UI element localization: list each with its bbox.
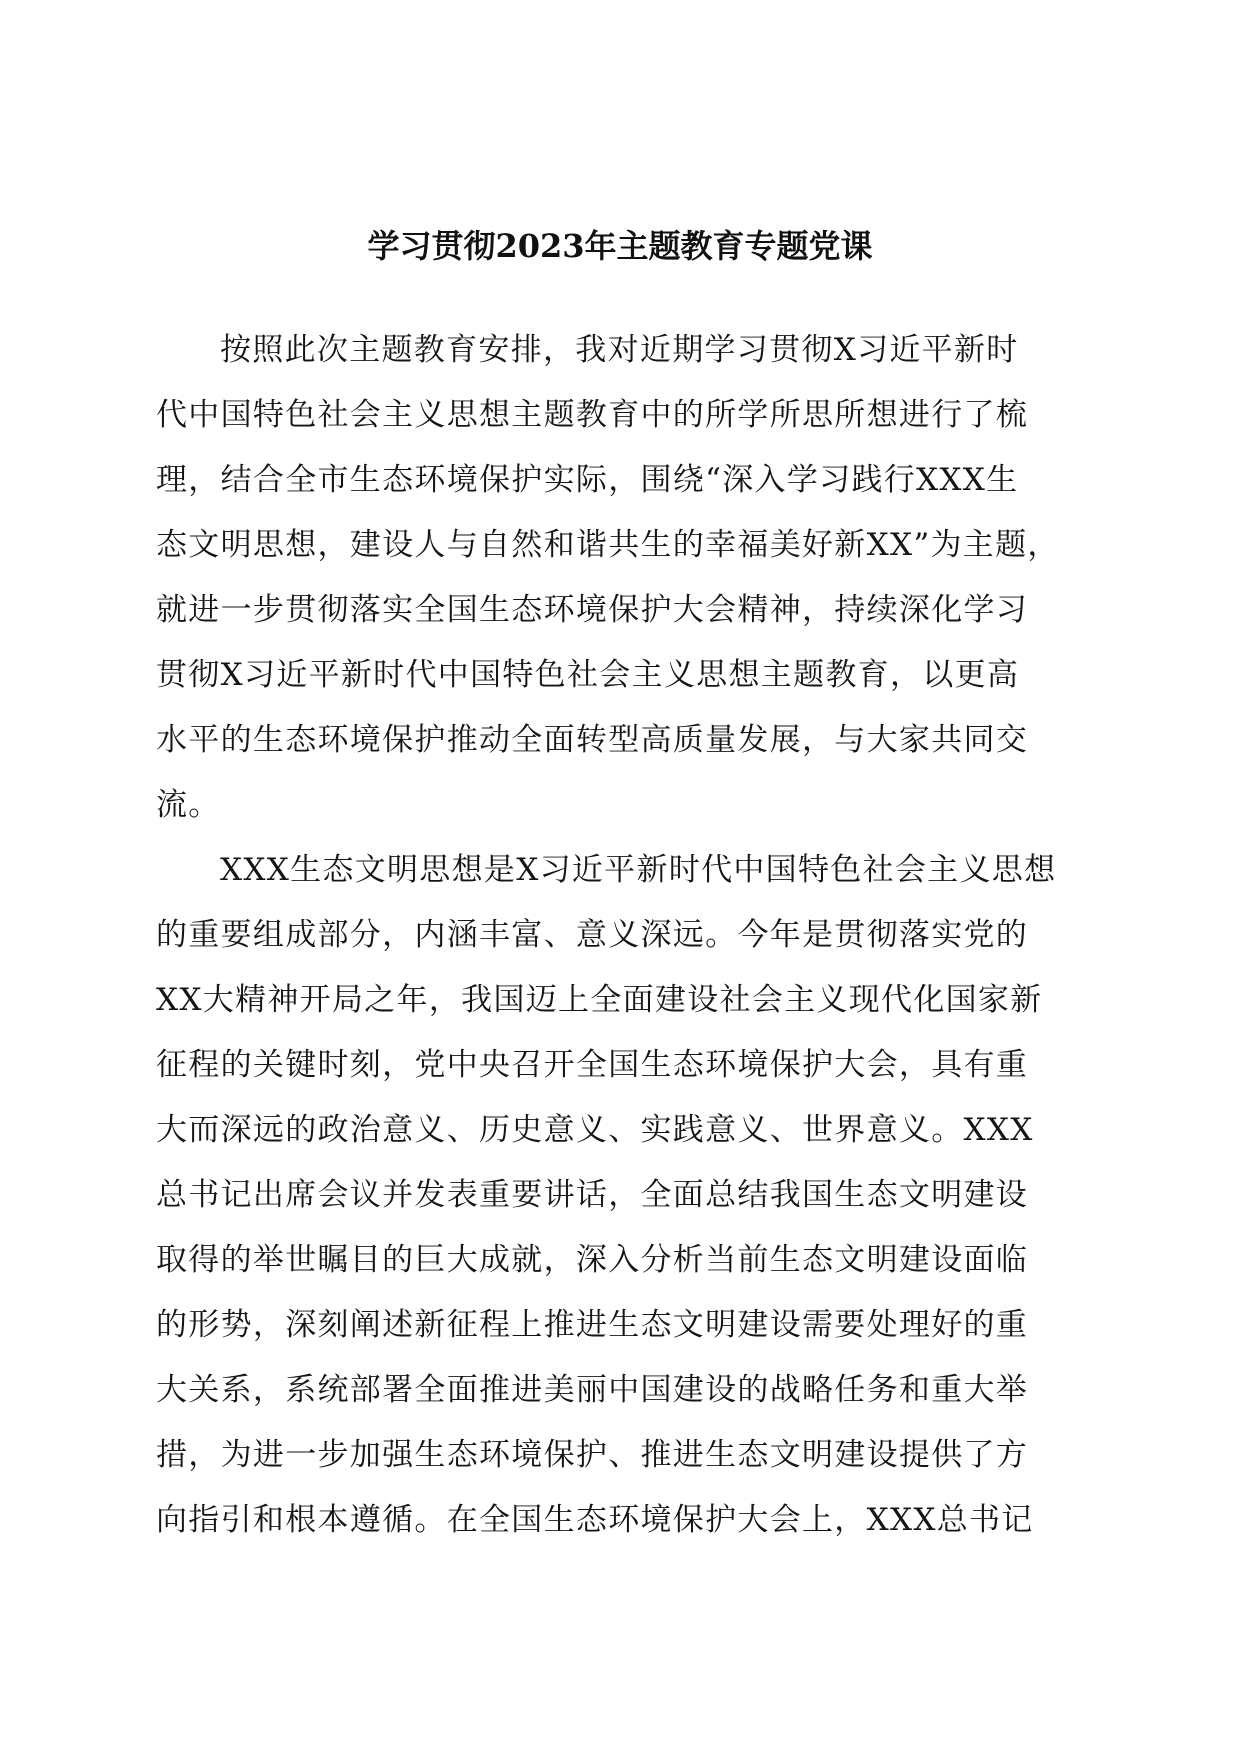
paragraph-line: 向指引和根本遵循。在全国生态环境保护大会上，XXX总书记: [156, 1502, 1034, 1538]
paragraph-line: XXX生态文明思想是X习近平新时代中国特色社会主义思想: [220, 852, 1057, 888]
paragraph-line: 的重要组成部分，内涵丰富、意义深远。今年是贯彻落实党的: [156, 917, 1029, 953]
paragraph-line: 取得的举世瞩目的巨大成就，深入分析当前生态文明建设面临: [156, 1242, 1029, 1278]
paragraph-line: 征程的关键时刻，党中央召开全国生态环境保护大会，具有重: [156, 1047, 1029, 1083]
paragraph-line: 代中国特色社会主义思想主题教育中的所学所思所想进行了梳: [156, 397, 1029, 433]
paragraph-line: 大关系，系统部署全面推进美丽中国建设的战略任务和重大举: [156, 1372, 1029, 1408]
paragraph-line: 的形势，深刻阐述新征程上推进生态文明建设需要处理好的重: [156, 1307, 1029, 1343]
paragraph-line: 贯彻X习近平新时代中国特色社会主义思想主题教育，以更高: [156, 657, 1020, 693]
paragraph-line: 态文明思想，建设人与自然和谐共生的幸福美好新XX”为主题，: [156, 527, 1060, 563]
paragraph-line: 总书记出席会议并发表重要讲话，全面总结我国生态文明建设: [156, 1177, 1029, 1213]
paragraph-line: 理，结合全市生态环境保护实际，围绕“深入学习践行XXX生: [156, 462, 1019, 498]
paragraph-line: 按照此次主题教育安排，我对近期学习贯彻X习近平新时: [220, 332, 1019, 368]
document-title: 学习贯彻2023年主题教育专题党课: [367, 227, 873, 265]
paragraph-line: 大而深远的政治意义、历史意义、实践意义、世界意义。XXX: [156, 1112, 1034, 1148]
document-body: [156, 318, 1061, 1553]
paragraph-1: [156, 318, 1061, 838]
paragraph-line: 流。: [156, 787, 221, 823]
paragraph-line: 就进一步贯彻落实全国生态环境保护大会精神，持续深化学习: [156, 592, 1029, 628]
paragraph-line: 水平的生态环境保护推动全面转型高质量发展，与大家共同交: [156, 722, 1029, 758]
paragraph-line: 措，为进一步加强生态环境保护、推进生态文明建设提供了方: [156, 1437, 1029, 1473]
paragraph-2: [156, 838, 1061, 1553]
paragraph-line: XX大精神开局之年，我国迈上全面建设社会主义现代化国家新: [156, 982, 1043, 1018]
